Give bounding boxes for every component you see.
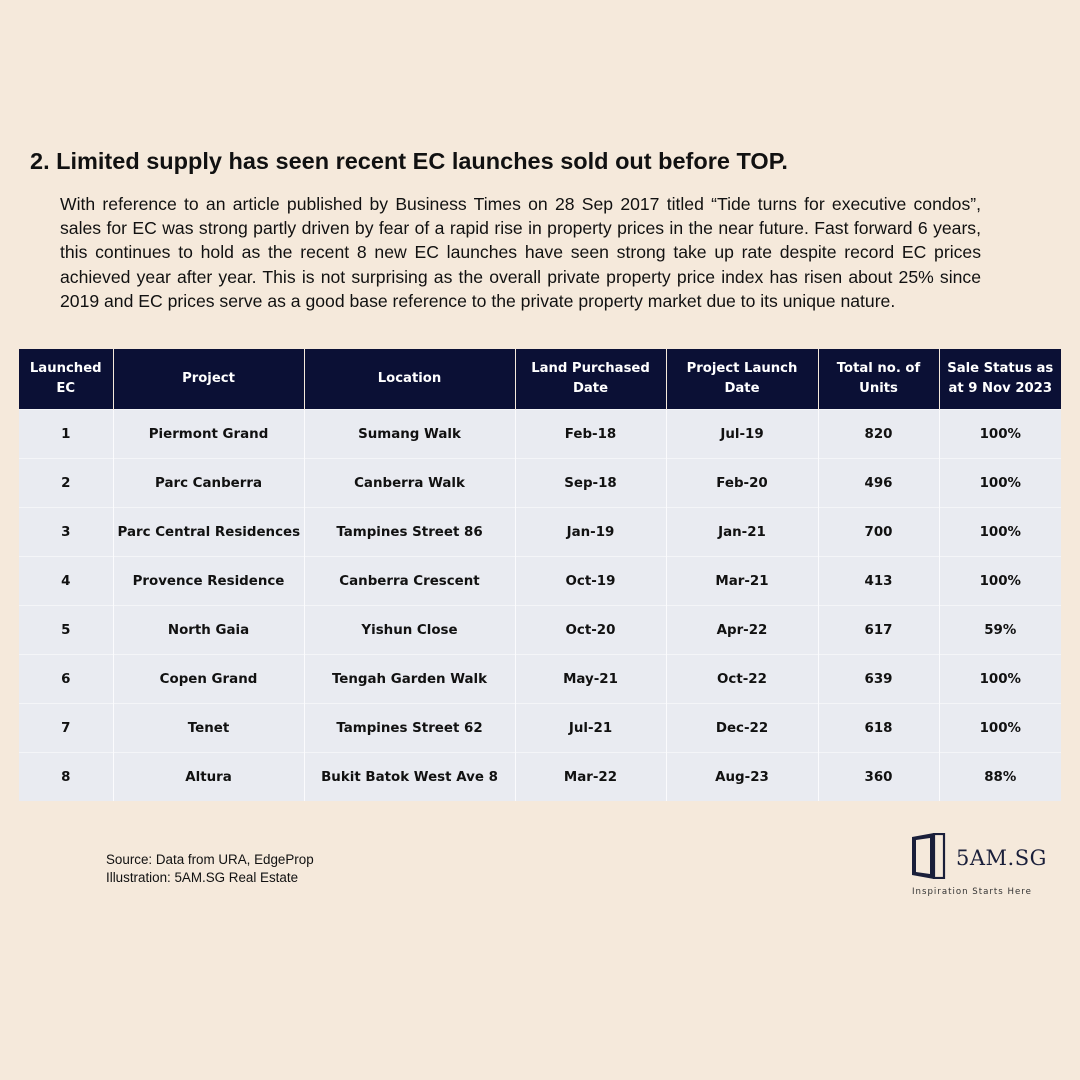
- cell-col-land-date: Feb-18: [515, 410, 666, 459]
- cell-col-ec: 6: [19, 655, 113, 704]
- cell-col-project: Piermont Grand: [113, 410, 304, 459]
- cell-col-ec: 7: [19, 704, 113, 753]
- header-text: EC: [56, 381, 76, 396]
- door-icon: [912, 833, 946, 879]
- header-col-location: [304, 349, 515, 410]
- cell-col-units: 496: [818, 459, 939, 508]
- cell-col-location: Tampines Street 62: [304, 704, 515, 753]
- cell-col-location: Tengah Garden Walk: [304, 655, 515, 704]
- cell-col-units: 360: [818, 753, 939, 802]
- header-col-land-date: [515, 349, 666, 410]
- ec-launch-table: [19, 349, 1061, 801]
- cell-col-land-date: Mar-22: [515, 753, 666, 802]
- header-text: Total no. of: [836, 361, 921, 376]
- cell-col-units: 413: [818, 557, 939, 606]
- cell-col-ec: 2: [19, 459, 113, 508]
- header-row: [19, 349, 1061, 410]
- table-body: [19, 410, 1061, 802]
- cell-col-sale-status: 100%: [939, 508, 1061, 557]
- header-col-units: [818, 349, 939, 410]
- header-text: Sale Status as: [947, 361, 1054, 376]
- cell-col-launch-date: Jul-19: [666, 410, 818, 459]
- table-row: [19, 606, 1061, 655]
- cell-col-location: Canberra Crescent: [304, 557, 515, 606]
- cell-col-units: 700: [818, 508, 939, 557]
- cell-col-ec: 4: [19, 557, 113, 606]
- cell-col-ec: 3: [19, 508, 113, 557]
- cell-col-land-date: Sep-18: [515, 459, 666, 508]
- cell-col-project: Copen Grand: [113, 655, 304, 704]
- cell-col-land-date: Oct-19: [515, 557, 666, 606]
- table-row: [19, 508, 1061, 557]
- header-text: Date: [572, 381, 609, 396]
- table-header: [19, 349, 1061, 410]
- cell-col-sale-status: 100%: [939, 410, 1061, 459]
- header-text: Location: [377, 371, 442, 386]
- brand-logo: [910, 832, 1050, 902]
- header-text: Project: [182, 371, 235, 386]
- cell-col-project: North Gaia: [113, 606, 304, 655]
- cell-col-land-date: May-21: [515, 655, 666, 704]
- header-col-sale-status: [939, 349, 1061, 410]
- cell-col-sale-status: 100%: [939, 655, 1061, 704]
- cell-col-sale-status: 59%: [939, 606, 1061, 655]
- illustration-line: Illustration: 5AM.SG Real Estate: [106, 870, 299, 885]
- cell-col-project: Tenet: [113, 704, 304, 753]
- header-text: Units: [859, 381, 898, 396]
- table-row: [19, 655, 1061, 704]
- header-text: Project Launch: [686, 361, 798, 376]
- header-text: Date: [724, 381, 760, 396]
- cell-col-sale-status: 100%: [939, 557, 1061, 606]
- table-row: [19, 410, 1061, 459]
- table-row: [19, 753, 1061, 802]
- header-text: Launched: [29, 361, 102, 376]
- cell-col-ec: 5: [19, 606, 113, 655]
- cell-col-launch-date: Oct-22: [666, 655, 818, 704]
- cell-col-sale-status: 100%: [939, 704, 1061, 753]
- cell-col-launch-date: Aug-23: [666, 753, 818, 802]
- cell-col-land-date: Jan-19: [515, 508, 666, 557]
- header-text: at 9 Nov 2023: [948, 381, 1053, 396]
- page-title: 2. Limited supply has seen recent EC launches sold out before TOP.: [30, 148, 788, 174]
- header-col-launch-date: [666, 349, 818, 410]
- cell-col-location: Canberra Walk: [304, 459, 515, 508]
- cell-col-units: 820: [818, 410, 939, 459]
- cell-col-launch-date: Dec-22: [666, 704, 818, 753]
- cell-col-launch-date: Feb-20: [666, 459, 818, 508]
- cell-col-location: Bukit Batok West Ave 8: [304, 753, 515, 802]
- cell-col-units: 617: [818, 606, 939, 655]
- logo-tagline: Inspiration Starts Here: [912, 887, 1032, 897]
- cell-col-launch-date: Apr-22: [666, 606, 818, 655]
- cell-col-units: 618: [818, 704, 939, 753]
- cell-col-project: Altura: [113, 753, 304, 802]
- header-text: Land Purchased: [531, 361, 650, 376]
- cell-col-project: Parc Canberra: [113, 459, 304, 508]
- cell-col-land-date: Jul-21: [515, 704, 666, 753]
- table-row: [19, 704, 1061, 753]
- cell-col-land-date: Oct-20: [515, 606, 666, 655]
- cell-col-sale-status: 100%: [939, 459, 1061, 508]
- logo-name: 5AM.SG: [956, 846, 1047, 870]
- source-note: [106, 851, 314, 887]
- cell-col-units: 639: [818, 655, 939, 704]
- header-col-project: [113, 349, 304, 410]
- table-row: [19, 557, 1061, 606]
- intro-paragraph: With reference to an article published by Business Times on 28 Sep 2017 titled “Tide turns for executive condos”, sales for EC was strong partly driven by fear of a rapid rise in property prices in the near future. Fast forward 6 years, this continues to hold as the recent 8 new EC launches have seen strong take up rate despite record EC prices achieved year after year. This is not surprising as the overall private property price index has risen about 25% since 2019 and EC prices serve as a good base reference to the private property market due to its unique nature.: [60, 194, 981, 311]
- cell-col-location: Yishun Close: [304, 606, 515, 655]
- header-col-ec: [19, 349, 113, 410]
- cell-col-ec: 8: [19, 753, 113, 802]
- cell-col-location: Sumang Walk: [304, 410, 515, 459]
- cell-col-ec: 1: [19, 410, 113, 459]
- cell-col-project: Provence Residence: [113, 557, 304, 606]
- cell-col-launch-date: Jan-21: [666, 508, 818, 557]
- cell-col-sale-status: 88%: [939, 753, 1061, 802]
- table-row: [19, 459, 1061, 508]
- cell-col-location: Tampines Street 86: [304, 508, 515, 557]
- cell-col-project: Parc Central Residences: [113, 508, 304, 557]
- cell-col-launch-date: Mar-21: [666, 557, 818, 606]
- source-line: Source: Data from URA, EdgeProp: [106, 852, 314, 867]
